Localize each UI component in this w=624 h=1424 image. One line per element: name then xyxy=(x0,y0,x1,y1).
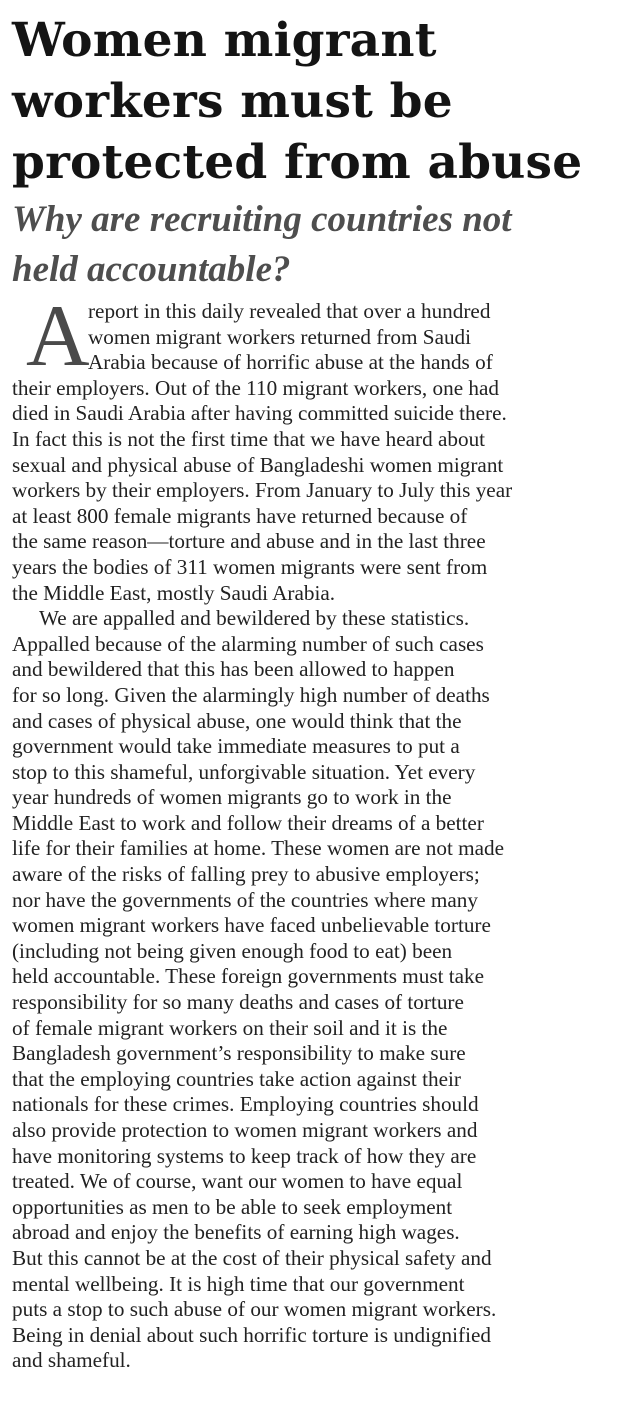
headline-line: workers must be xyxy=(12,74,453,129)
body-line: and cases of physical abuse, one would think that the xyxy=(12,708,462,733)
body-line: the same reason—torture and abuse and in the last three xyxy=(12,529,486,554)
body-line: government would take immediate measures to put a xyxy=(12,734,460,759)
body-line: But this cannot be at the cost of their physical safety and xyxy=(12,1245,492,1270)
drop-cap: A xyxy=(26,288,90,385)
editorial-article xyxy=(12,0,616,1374)
body-line: and shameful. xyxy=(12,1348,131,1373)
body-line: (including not being given enough food to eat) been xyxy=(12,938,453,963)
subheadline-line: Why are recruiting countries not xyxy=(12,199,512,240)
headline xyxy=(12,10,616,193)
body-line: Being in denial about such horrific torture is undignified xyxy=(12,1322,491,1347)
body-line: abroad and enjoy the benefits of earning high wages. xyxy=(12,1220,460,1245)
body-line: puts a stop to such abuse of our women migrant workers. xyxy=(12,1297,497,1322)
body-line: mental wellbeing. It is high time that our government xyxy=(12,1271,465,1296)
body-line: have monitoring systems to keep track of how they are xyxy=(12,1143,477,1168)
body-line: nationals for these crimes. Employing countries should xyxy=(12,1092,479,1117)
body-line: report in this daily revealed that over a hundred xyxy=(88,299,491,323)
body-line: Middle East to work and follow their dreams of a better xyxy=(12,810,484,835)
body-line: of female migrant workers on their soil and it is the xyxy=(12,1015,448,1040)
body-line: years the bodies of 311 women migrants were sent from xyxy=(12,554,488,579)
body-line: year hundreds of women migrants go to work in the xyxy=(12,785,452,810)
body-line: their employers. Out of the 110 migrant workers, one had xyxy=(12,375,499,400)
body-line: nor have the governments of the countries where many xyxy=(12,887,478,912)
body-line: Arabia because of horrific abuse at the hands of xyxy=(88,350,493,375)
body-line: Bangladesh government’s responsibility to make sure xyxy=(12,1041,466,1066)
body-line: We are appalled and bewildered by these statistics. xyxy=(39,606,470,631)
body-line: sexual and physical abuse of Bangladeshi women migrant xyxy=(12,452,504,477)
body-line: for so long. Given the alarmingly high number of deaths xyxy=(12,682,490,707)
body-line: In fact this is not the first time that we have heard about xyxy=(12,426,486,451)
body-line: also provide protection to women migrant workers and xyxy=(12,1118,478,1142)
body-line: that the employing countries take action against their xyxy=(12,1066,461,1091)
body-line: and bewildered that this has been allowed to happen xyxy=(12,657,455,682)
article-body xyxy=(12,288,616,1374)
body-line: aware of the risks of falling prey to abusive employers; xyxy=(12,862,480,887)
body-line: stop to this shameful, unforgivable situation. Yet every xyxy=(12,759,476,784)
body-line: Appalled because of the alarming number of such cases xyxy=(12,631,484,656)
headline-line: Women migrant xyxy=(12,13,437,68)
body-line: treated. We of course, want our women to have equal xyxy=(12,1169,463,1194)
paragraph-2 xyxy=(12,606,616,1374)
body-line: life for their families at home. These women are not made xyxy=(12,836,505,861)
body-line: women migrant workers have faced unbelievable torture xyxy=(12,913,491,938)
body-line: held accountable. These foreign governments must take xyxy=(12,964,485,989)
body-line: responsibility for so many deaths and cases of torture xyxy=(12,990,464,1015)
body-line: workers by their employers. From January to July this year xyxy=(12,478,513,503)
body-line: at least 800 female migrants have returned because of xyxy=(12,503,468,528)
body-line: women migrant workers returned from Saudi xyxy=(88,324,472,349)
body-line: the Middle East, mostly Saudi Arabia. xyxy=(12,580,336,605)
paragraph-1 xyxy=(12,288,616,606)
headline-line: protected from abuse xyxy=(12,135,583,190)
body-line: died in Saudi Arabia after having committed suicide there. xyxy=(12,401,507,426)
subheadline xyxy=(12,195,616,295)
body-line: opportunities as men to be able to seek employment xyxy=(12,1194,453,1219)
subheadline-line: held accountable? xyxy=(12,249,291,290)
